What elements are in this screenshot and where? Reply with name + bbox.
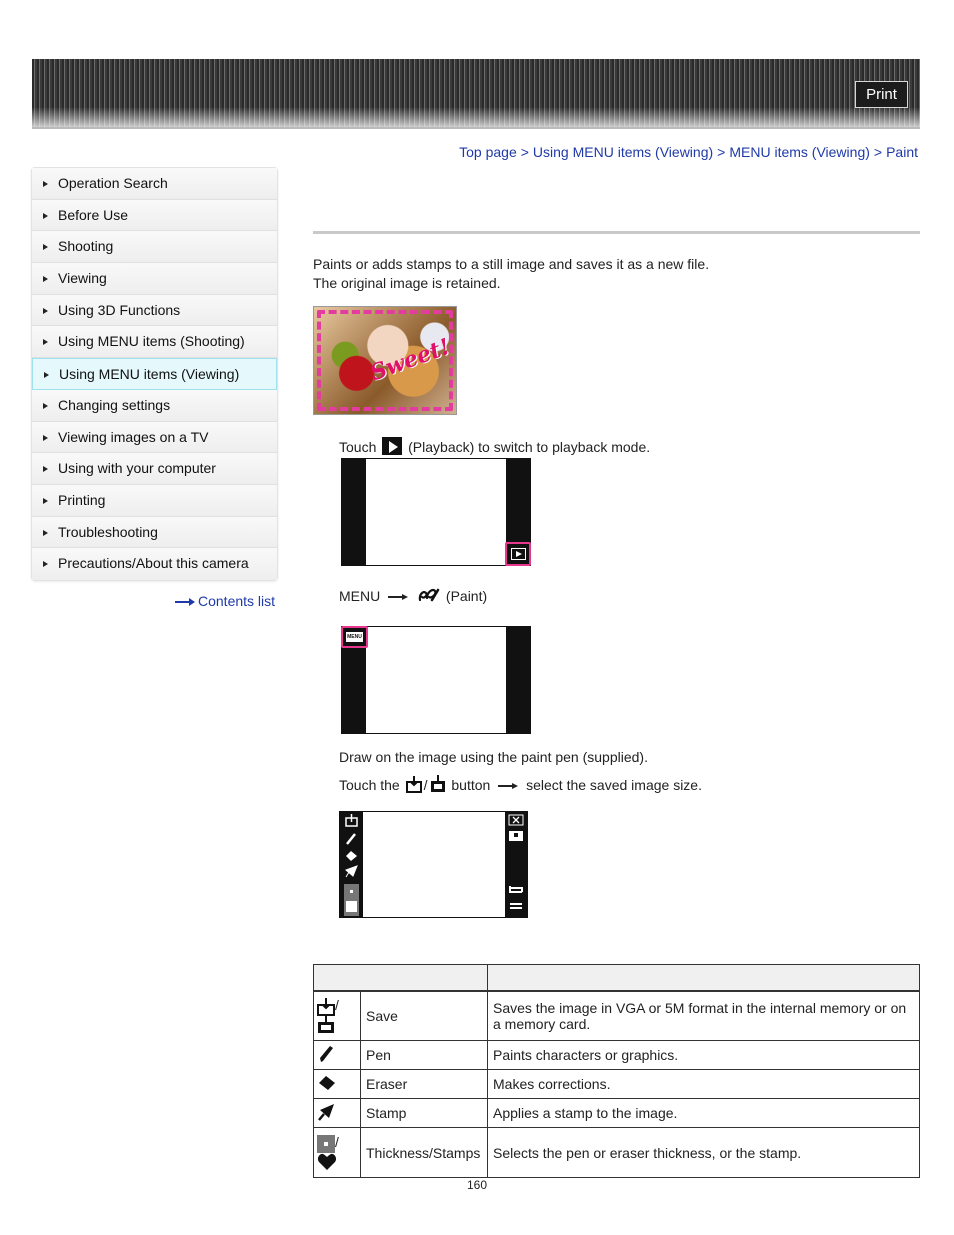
table-header-cell [488,965,920,991]
arrow-right-icon [43,339,48,345]
step-text: (Playback) to switch to playback mode. [408,439,651,455]
step-2 [339,586,487,605]
contents-list-label: Contents list [198,593,276,609]
sidebar-item-label: Using with your computer [58,460,216,477]
arrow-right-icon [43,466,48,472]
screen-right-bar [506,627,530,733]
paint-tools-icons [340,812,363,917]
breadcrumb-link-paint[interactable]: Paint [886,144,918,160]
arrow-right-icon [175,598,195,606]
table-icon-cell [314,1041,361,1070]
table-desc-cell: Selects the pen or eraser thickness, or the stamp. [488,1128,920,1178]
breadcrumb-link-menu-items[interactable]: MENU items (Viewing) [729,144,870,160]
table-row [314,1099,920,1128]
sidebar-item-label: Before Use [58,206,129,223]
table-row [314,1070,920,1099]
table-row [314,991,920,1041]
intro-line: The original image is retained. [313,275,501,291]
sidebar-item-precautions[interactable] [32,548,277,580]
screen-menu [341,626,531,734]
pen-icon [317,1044,335,1064]
contents-list-link[interactable] [175,593,275,609]
paint-icon [418,586,440,604]
step-text: Touch the [339,777,400,793]
playback-icon [382,437,402,455]
heart-stamp-icon [317,1153,337,1171]
page-number: 160 [466,1178,488,1192]
sidebar-item-label: Operation Search [58,175,168,191]
sidebar-item-viewing-tv[interactable] [32,422,277,454]
breadcrumb-separator: > [873,144,883,160]
step-text: Draw on the image using the paint pen (supplied). [339,749,648,765]
table-name-cell: Stamp [361,1099,488,1128]
sidebar-item-label: Using MENU items (Viewing) [59,366,240,383]
save-size-icon [317,1016,335,1034]
icon-separator: / [335,1134,339,1151]
screen-paint-tools [339,811,528,918]
table-row [314,1128,920,1178]
sidebar-item-troubleshooting[interactable] [32,517,277,549]
table-header-cell [314,965,488,991]
sidebar-item-label: Viewing [58,270,107,287]
tool-bar-left [340,812,363,917]
table-name-cell: Save [361,991,488,1041]
table-icon-cell [314,1070,361,1099]
step-text: Touch [339,439,377,455]
playback-button-highlight[interactable] [505,542,531,566]
arrow-right-icon [43,498,48,504]
table-icon-cell [314,1099,361,1128]
arrow-right-icon [43,181,48,187]
menu-button-highlight[interactable] [341,626,368,648]
sidebar-item-changing-settings[interactable] [32,390,277,422]
sidebar-item-label: Precautions/About this camera [58,555,249,572]
paint-tools-table [313,964,920,1178]
breadcrumb-separator: > [520,144,529,160]
sidebar-item-viewing[interactable] [32,263,277,295]
screen-playback [341,458,531,566]
tool-bar-right [505,812,527,917]
arrow-right-icon [388,593,408,601]
save-icon [406,775,422,793]
arrow-right-icon [43,561,48,567]
table-name-cell: Eraser [361,1070,488,1099]
arrow-right-icon [43,435,48,441]
table-icon-cell [314,1128,361,1178]
sidebar-item-3d-functions[interactable] [32,295,277,327]
playback-icon [511,548,526,560]
thickness-icon [317,1135,335,1153]
sidebar-item-shooting[interactable] [32,231,277,263]
sidebar-item-label: Troubleshooting [58,523,158,540]
paint-options-icons [505,812,527,917]
header-bar [32,59,920,129]
sidebar-item-printing[interactable] [32,485,277,517]
table-desc-cell: Applies a stamp to the image. [488,1099,920,1128]
breadcrumb-link-top[interactable]: Top page [459,144,517,160]
step-3 [339,748,648,766]
sidebar-item-label: Shooting [58,238,114,255]
menu-icon: MENU [347,634,362,640]
table-desc-cell: Paints characters or graphics. [488,1041,920,1070]
sidebar-item-computer[interactable] [32,453,277,485]
sidebar-nav [31,167,278,581]
step-text: (Paint) [445,588,488,604]
arrow-right-icon [44,372,49,378]
arrow-right-icon [43,530,48,536]
stamp-icon [317,1102,337,1122]
step-text: / [423,777,428,793]
table-row [314,1041,920,1070]
breadcrumb-separator: > [717,144,726,160]
breadcrumb [459,144,918,160]
sidebar-item-label: Using 3D Functions [58,301,181,318]
sample-painted-photo [313,306,457,415]
screen-left-bar [342,459,366,565]
step-1 [339,437,650,456]
step-4 [339,775,702,794]
sidebar-item-menu-shooting[interactable] [32,326,277,358]
table-icon-cell [314,991,361,1041]
table-name-cell: Pen [361,1041,488,1070]
save-size-icon [430,775,446,793]
arrow-right-icon [43,213,48,219]
arrow-right-icon [43,308,48,314]
table-name-cell: Thickness/Stamps [361,1128,488,1178]
table-header-row [314,965,920,991]
intro-line: Paints or adds stamps to a still image and saves it as a new file. [313,256,710,272]
arrow-right-icon [43,276,48,282]
arrow-right-icon [43,403,48,409]
step-text: select the saved image size. [526,777,702,793]
step-text: button [451,777,491,793]
table-desc-cell: Saves the image in VGA or 5M format in the internal memory or on a memory card. [488,991,920,1041]
icon-separator: / [335,997,339,1014]
title-divider [313,231,920,234]
step-text: MENU [339,588,381,604]
sidebar-item-label: Printing [58,491,106,508]
table-desc-cell: Makes corrections. [488,1070,920,1099]
sidebar-item-operation-search[interactable] [32,168,277,200]
eraser-icon [317,1074,337,1092]
sidebar-item-label: Using MENU items (Shooting) [58,333,245,350]
arrow-right-icon [43,244,48,250]
print-button[interactable]: Print [855,81,908,108]
arrow-right-icon [498,782,518,790]
breadcrumb-link-using-menu[interactable]: Using MENU items (Viewing) [532,144,714,160]
sidebar-item-before-use[interactable] [32,200,277,232]
painted-text: Sweet! [367,333,454,387]
sidebar-item-label: Changing settings [58,396,171,413]
sidebar-item-menu-viewing[interactable] [32,358,277,390]
sidebar-item-label: Viewing images on a TV [58,428,209,445]
intro-text [313,255,709,293]
save-icon [317,998,335,1016]
